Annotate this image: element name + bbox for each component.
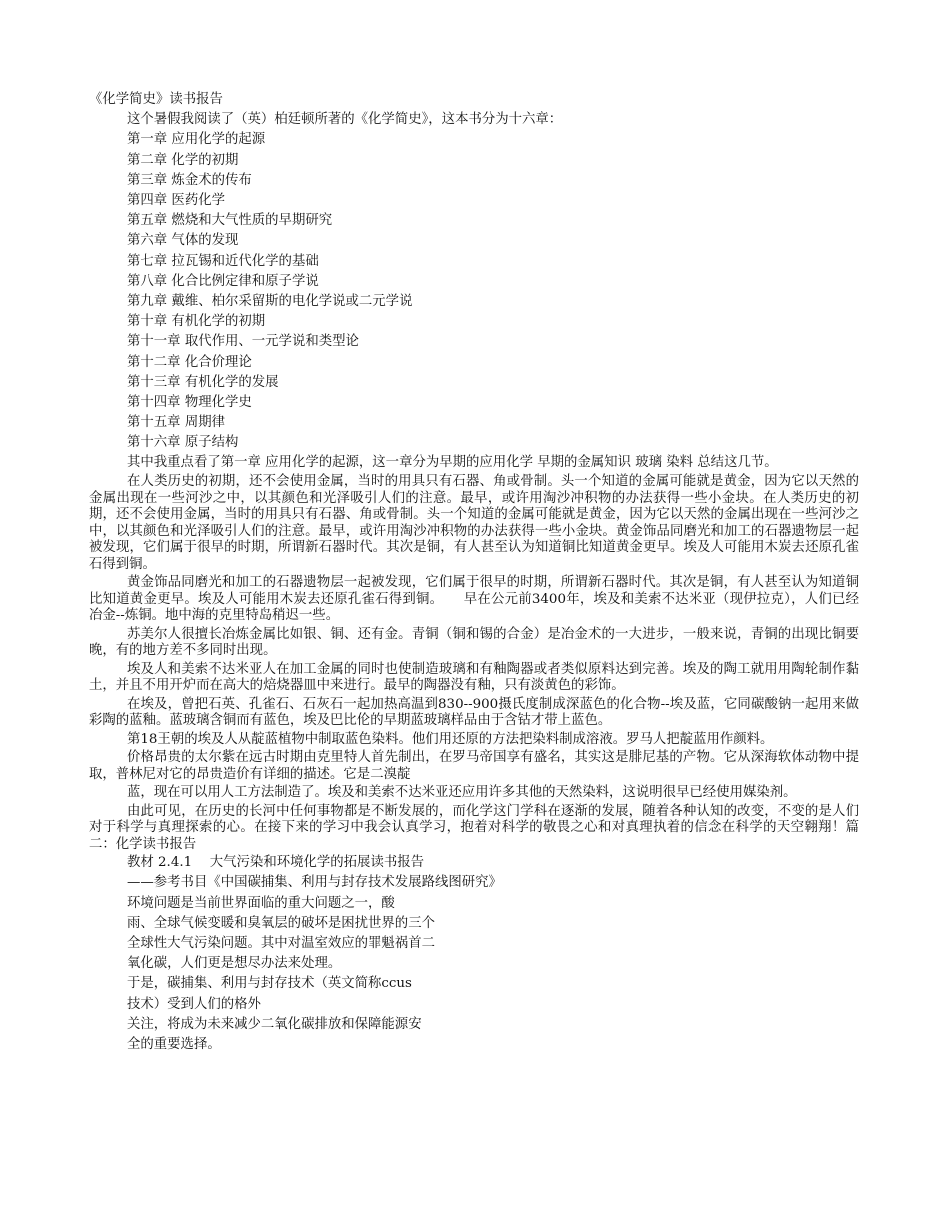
chapter-item: 第十三章 有机化学的发展 [127,374,279,390]
report-line: 技术）受到人们的格外 [127,996,261,1012]
chapter-item: 第十五章 周期律 [127,415,225,431]
paragraph: 其中我重点看了第一章 应用化学的起源，这一章分为早期的应用化学 早期的金属知识 玻璃 染料 总结这几节。 [127,454,778,470]
chapter-item: 第一章 应用化学的起源 [127,132,266,148]
paragraph: 苏美尔人很擅长冶炼金属比如银、铜、还有金。青铜（铜和锡的合金）是冶金术的一大进步，一般来说，青铜的出现比铜要晚，有的地方差不多同时出现。 [89,626,859,659]
chapter-item: 第九章 戴维、柏尔采留斯的电化学说或二元学说 [127,294,413,310]
chapter-item: 第十四章 物理化学史 [127,395,252,411]
paragraph: 在埃及，曾把石英、孔雀石、石灰石一起加热高温到830--900摄氏度制成深蓝色的化合物--埃及蓝，它同碳酸钠一起用来做彩陶的蓝釉。蓝玻璃含铜而有蓝色，埃及巴比伦的早期蓝玻璃样品由于含钴才带上蓝色。 [89,696,859,729]
report-line: 于是，碳捕集、利用与封存技术（英文简称ccus [127,976,412,992]
chapter-item: 第十一章 取代作用、一元学说和类型论 [127,334,359,350]
chapter-item: 第八章 化合比例定律和原子学说 [127,273,319,289]
chapter-item: 第十六章 原子结构 [127,435,239,451]
chapter-item: 第二章 化学的初期 [127,152,239,168]
doc-title: 《化学简史》读书报告 [89,92,223,107]
document-page [89,90,859,1055]
paragraph: 第18王朝的埃及人从靛蓝植物中制取蓝色染料。他们用还原的方法把染料制成溶液。罗马人把靛蓝用作颜料。 [127,731,774,747]
chapter-item: 第三章 炼金术的传布 [127,172,252,188]
paragraph: 蓝，现在可以用人工方法制造了。埃及和美索不达米亚还应用许多其他的天然染料，这说明很早已经使用媒染剂。 [127,785,797,801]
report-line: 教材 2.4.1 大气污染和环境化学的拓展读书报告 [127,855,425,871]
chapter-item: 第六章 气体的发现 [127,233,239,249]
report-line: 雨、全球气候变暖和臭氧层的破坏是困扰世界的三个 [127,915,435,931]
report-line: 关注，将成为未来减少二氧化碳排放和保障能源安 [127,1016,422,1032]
chapter-item: 第十章 有机化学的初期 [127,314,266,330]
paragraph: 埃及人和美索不达米亚人在加工金属的同时也使制造玻璃和有釉陶器或者类似原料达到完善。埃及的陶工就用用陶轮制作黏土，并且不用开炉而在高大的焙烧器皿中来进行。最早的陶器没有釉，只有淡黄色的彩饰。 [89,661,859,694]
chapter-item: 第四章 医药化学 [127,193,225,209]
chapter-item: 第十二章 化合价理论 [127,354,252,370]
paragraph: 由此可见，在历史的长河中任何事物都是不断发展的，而化学这门学科在逐渐的发展，随着各种认知的改变，不变的是人们对于科学与真理探索的心。在接下来的学习中我会认真学习，抱着对科学的敬畏之心和对真理执着的信念在科学的天空翱翔！篇二：化学读书报告 [89,803,859,852]
report-line: 全的重要选择。 [127,1036,221,1052]
report-line: 氧化碳，人们更是想尽办法来处理。 [127,956,342,972]
paragraph: 价格昂贵的太尔紫在远古时期由克里特人首先制出，在罗马帝国享有盛名，其实这是腓尼基的产物。它从深海软体动物中提取，普林尼对它的昂贵造价有详细的描述。它是二溴靛 [89,750,859,782]
second-report [89,853,859,1055]
report-line: 全球性大气污染问题。其中对温室效应的罪魁祸首二 [127,935,435,951]
chapter-item: 第五章 燃烧和大气性质的早期研究 [127,213,333,229]
report-line: 环境问题是当前世界面临的重大问题之一，酸 [127,895,395,911]
report-line: ——参考书目《中国碳捕集、利用与封存技术发展路线图研究》 [127,875,502,891]
paragraph: 在人类历史的初期，还不会使用金属，当时的用具只有石器、角或骨制。头一个知道的金属可能就是黄金，因为它以天然的金属出现在一些河沙之中，以其颜色和光泽吸引人们的注意。最早，或许用淘沙冲积物的办法获得一些小金块。在人类历史的初期，还不会使用金属，当时的用具只有石器、角或骨制。头一个知道的金属可能就是黄金，因为它以天然的金属出现在一些河沙之中，以其颜色和光泽吸引人们的注意。最早，或许用淘沙冲积物的办法获得一些小金块。黄金饰品同磨光和加工的石器遗物层一起被发现，它们属于很早的时期，所谓新石器时代。其次是铜，有人甚至认为知道铜比知道黄金更早。埃及人可能用木炭去还原孔雀石得到铜。 [89,474,859,572]
intro-line: 这个暑假我阅读了（英）柏廷顿所著的《化学简史》，这本书分为十六章： [127,112,563,128]
paragraph: 黄金饰品同磨光和加工的石器遗物层一起被发现，它们属于很早的时期，所谓新石器时代。其次是铜，有人甚至认为知道铜比知道黄金更早。埃及人可能用木炭去还原孔雀石得到铜。 早在公元前3400年，埃及和美索不达米亚（现伊拉克），人们已经冶金--炼铜。地中海的克里特岛稍迟一些。 [89,575,859,624]
chapter-item: 第七章 拉瓦锡和近代化学的基础 [127,253,319,269]
chapter-list [89,130,859,453]
